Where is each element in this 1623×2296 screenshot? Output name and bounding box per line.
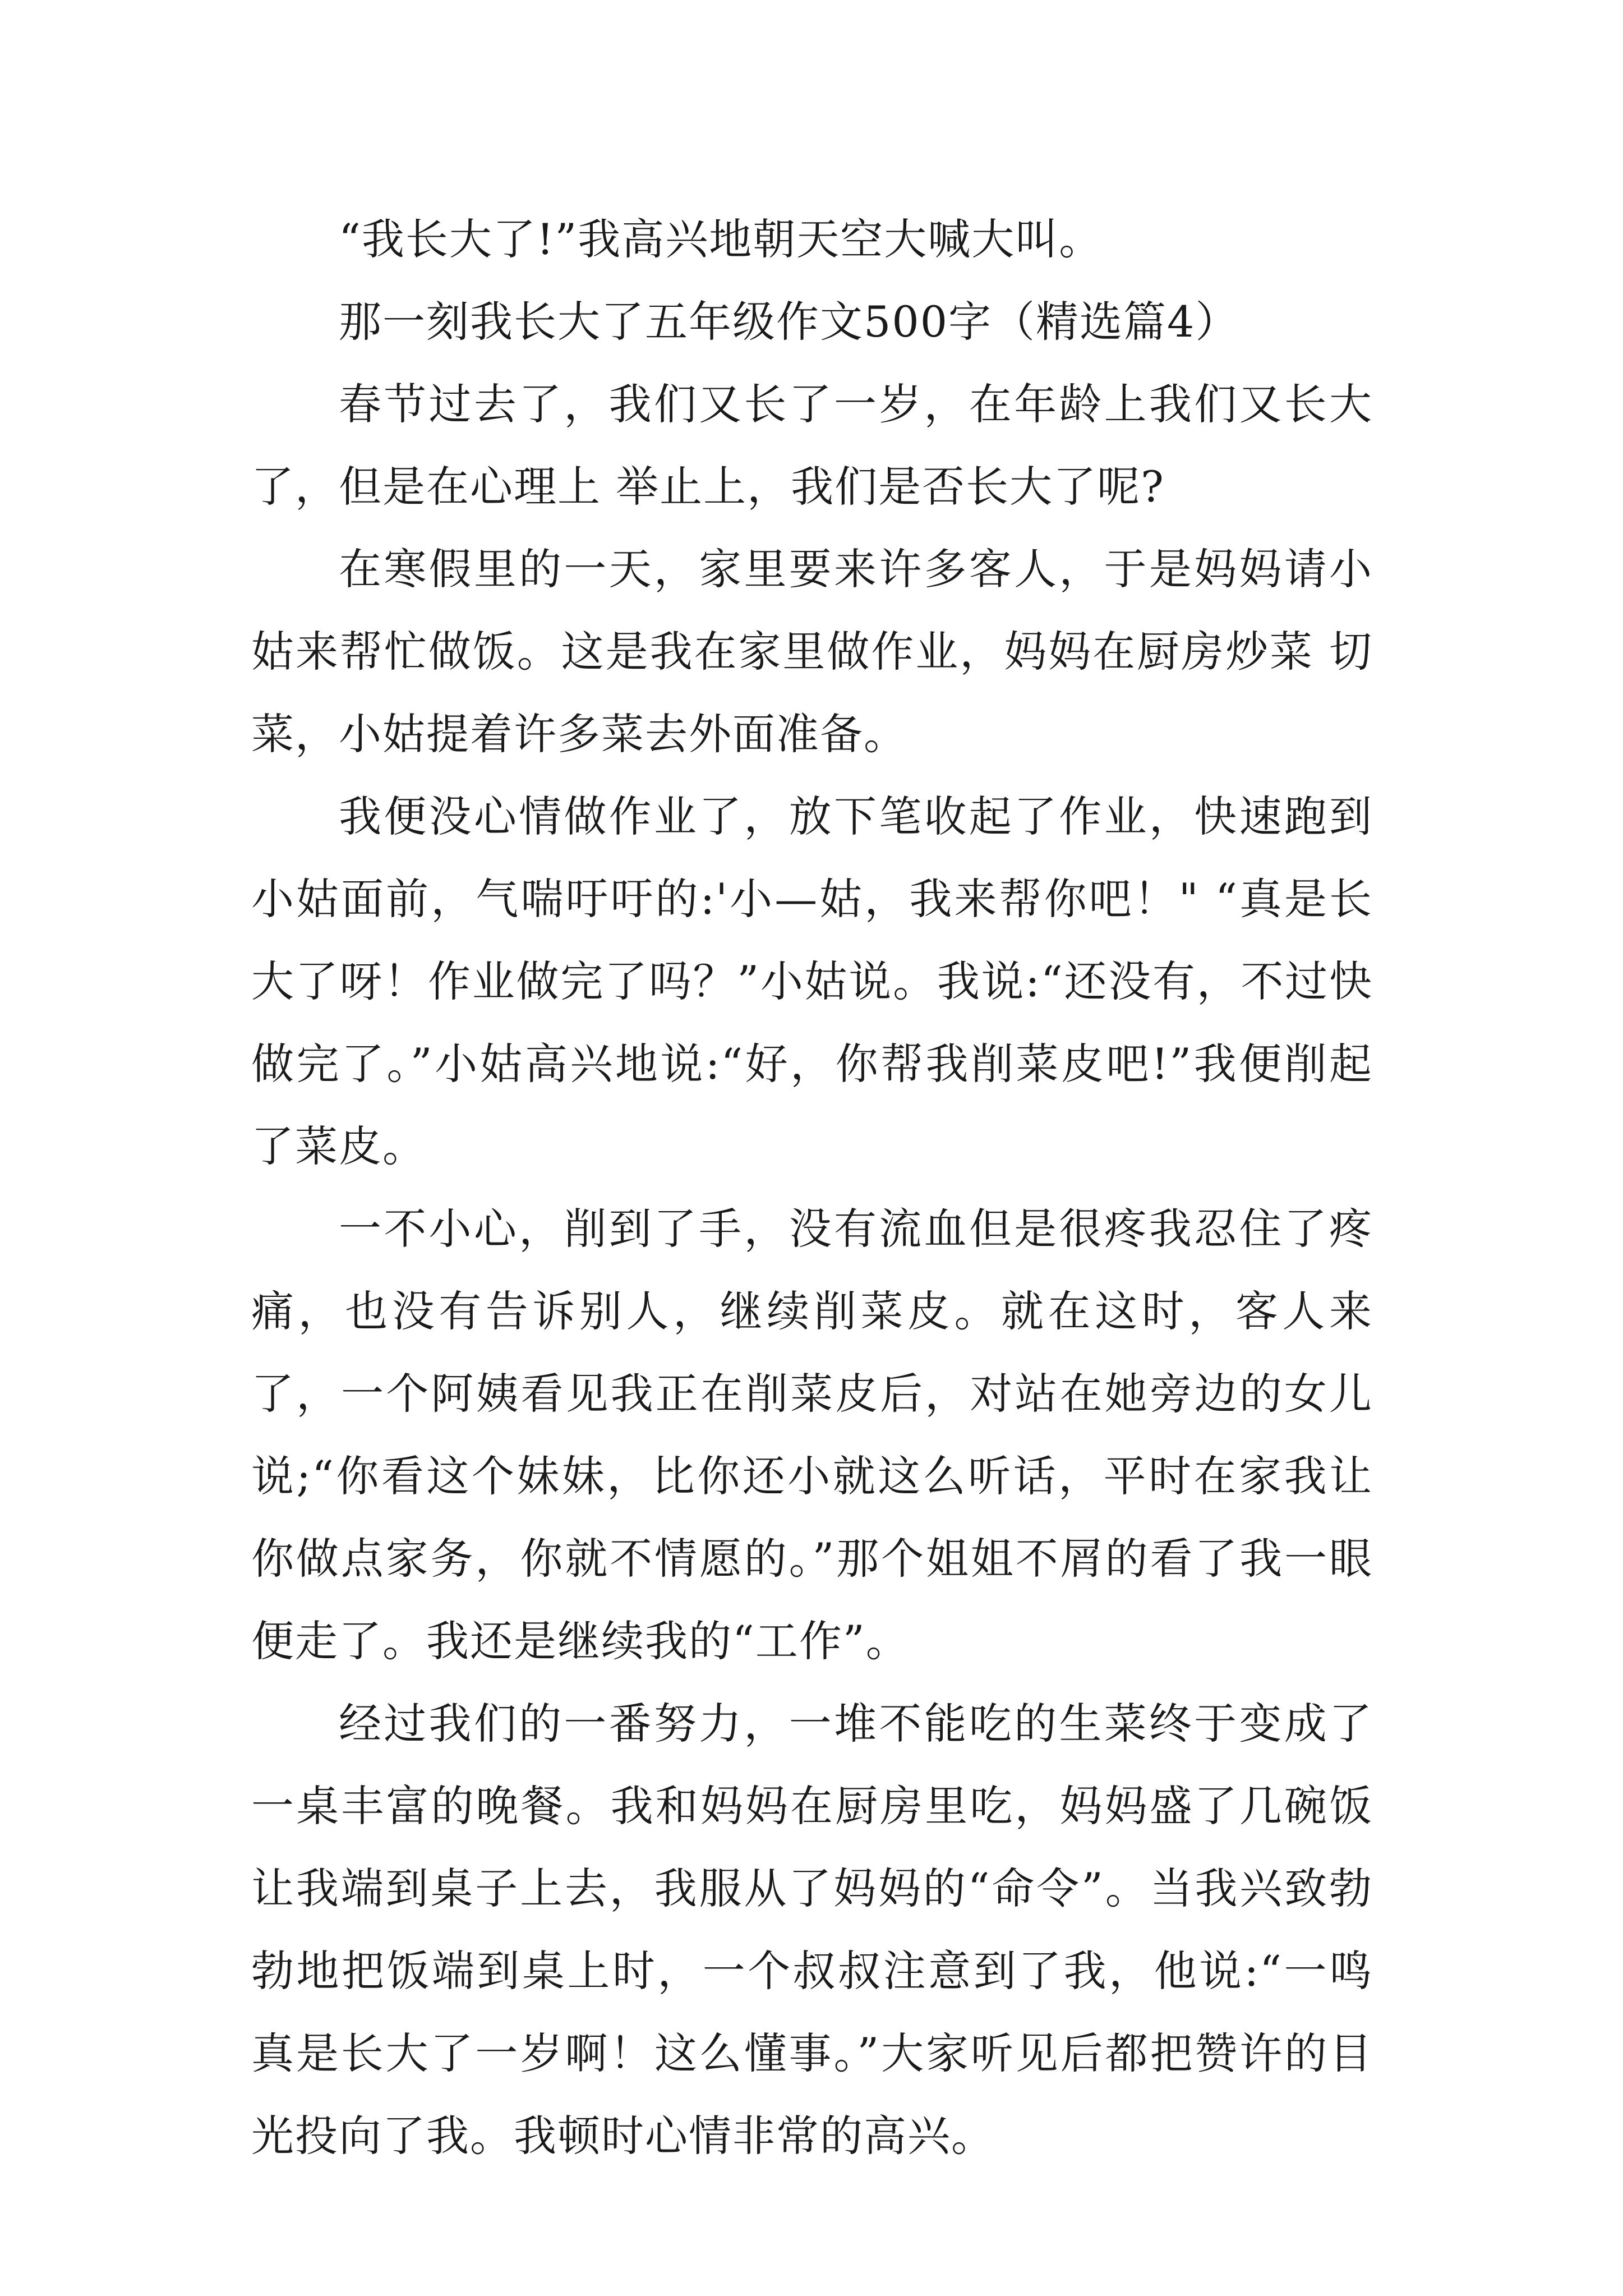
paragraph-2: 春节过去了，我们又长了一岁，在年龄上我们又长大了，但是在心理上 举止上，我们是否长大了呢? (251, 379, 1373, 512)
paragraph-1: “我长大了!”我高兴地朝天空大喊大叫。 (339, 214, 1103, 264)
paragraph-5: 一不小心，削到了手，没有流血但是很疼我忍住了疼痛，也没有告诉别人，继续削菜皮。就在这时，客人来了，一个阿姨看见我正在削菜皮后，对站在她旁边的女儿说;“你看这个妹妹，比你还小就这么听话，平时在家我让你做点家务，你就不情愿的。”那个姐姐不屑的看了我一眼便走了。我还是继续我的“工作”。 (251, 1204, 1373, 1666)
paragraph-4: 我便没心情做作业了，放下笔收起了作业，快速跑到小姑面前，气喘吁吁的:'小—姑，我来帮你吧！" “真是长大了呀！作业做完了吗？”小姑说。我说:“还没有，不过快做完了。”小姑高兴地说:“好，你帮我削菜皮吧!”我便削起了菜皮。 (251, 792, 1373, 1171)
document-body (251, 198, 1373, 2177)
paragraph-3: 在寒假里的一天，家里要来许多客人，于是妈妈请小姑来帮忙做饭。这是我在家里做作业，妈妈在厨房炒菜 切菜，小姑提着许多菜去外面准备。 (251, 544, 1373, 759)
paragraph-6: 经过我们的一番努力，一堆不能吃的生菜终于变成了一桌丰富的晚餐。我和妈妈在厨房里吃，妈妈盛了几碗饭让我端到桌子上去，我服从了妈妈的“命令”。当我兴致勃勃地把饭端到桌上时，一个叔叔注意到了我，他说:“一鸣真是长大了一岁啊！这么懂事。”大家听见后都把赞许的目光投向了我。我顿时心情非常的高兴。 (251, 1699, 1373, 2161)
essay-title: 那一刻我长大了五年级作文500字（精选篇4） (339, 297, 1239, 347)
